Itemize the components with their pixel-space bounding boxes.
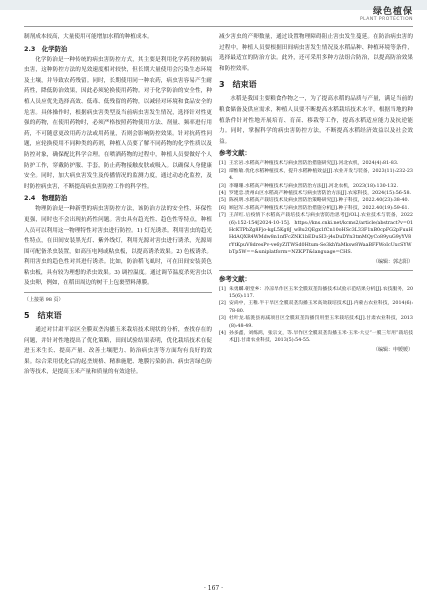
reference-item: [2] 谭惟敏.优化水稻种植技术，提升水稻种植效益[J].农业开发与装备，2023(11):232-234.: [219, 168, 413, 182]
article-divider: [24, 292, 212, 293]
reference-item: [4] 罗建忠.贵州山区水稻高产种植技术与病虫害防治方法[J].农家科技，2024(15):56-58.: [219, 190, 412, 196]
reference-item: [7] 王萍红.后疫情下水稻高产栽培技术与病虫害防治思考[J/OL].农业技术与装备，2022(6):152-154[2024-10-15]. https://kns.cnki.net/kcms2/article/abstract?v=01HcKTPbZg8Fjo-kgL5Kg8J_wBu2QEgx1fCn10oHSc3L33F1nB0cpFG2pFuuHHdAQXR4WMdw8n1nfFcZNK1bEDuSI3-j4sDuDYn3tmMQyCo89yuG9yYV8rYtKpuV8dresPv-ve6yZlTWSd0Htum-Se3khYaMksw8WaaBFFWoIcUxcSYWbTp5W==&uniplatform=NZKPT&language=CHS.: [219, 213, 413, 256]
article-divider-right: [219, 270, 413, 271]
reference-item: [1] 朱勇麟.朝堂乡：冷凉旱作区玉米全膜双垄沟播技术试验示范结果分析[J].农技服务，2015(6):117.: [219, 286, 413, 300]
references-heading-2: 参考文献：: [219, 274, 251, 283]
reference-item: [5] 陈祝明.水稻高产栽培技术及病虫害防治策略研究[J].种子科技，2022.40(23):38-40.: [219, 198, 410, 204]
section-heading-physical: 2.4 物理防治: [24, 194, 68, 203]
reference-item: [3] 李珊珊.水稻高产种植技术与病虫害防治方法[J].河北农机，2023(18):130-132.: [219, 183, 398, 189]
paragraph-chemical-control: 化学防治是一种传统的病虫害防控方式，其主要是利用化学药剂控制病虫害，这种防控方法的见效速度相对较快，但长期大量使用会污染生态环境及土壤，并导致农药残留。同时，长期使用同一种农药，病虫害容易产生耐药性，降低防治效果，因此必须轮换使用药物。对于化学防治的安全性，种植人员应优先选择高效、低毒、低残留的药物，以减轻对环境和食品安全的危害。具体操作时，根据病虫害类型及当前病虫害发生情况，选择针对性更强的药物，在使用药物时，必须严格按照药物使用方法、剂量、频率进行用药，不可随意更改用药方法或用药量，否则会影响防控效果。针对抗药性问题，应轮换使用不同种类的药剂，种植人员要了解不同药物的化学性质以及防控对象，确保配比科学合理。在喷洒药物的过程中，种植人员要做好个人防护工作，穿戴防护服、手套，防止药物接触皮肤或吸入。以确保人身健康安全。同时，加大病虫害发生及传播情况的监测力度，通过动态化监控，及时防控病虫害，不断提高病虫害防控工作的科学性。: [24, 56, 212, 190]
right-column: [219, 32, 413, 355]
reference-item: [3] 杜叶龙.临洮县再减项目区全膜双垄沟播罚用型玉米栽培技术[J].甘肃农业科技，2013(8):48-49.: [219, 316, 413, 329]
reference-list-2: [219, 286, 413, 345]
section-heading-conclusion-rice: 3 结束语: [219, 80, 257, 90]
reference-list: [219, 160, 413, 256]
paragraph-continued: 制剂成本较高，大量使用可能增加水稻的种植成本。: [24, 34, 153, 40]
paragraph-continued-right: 减少害虫的产卵数量，通过设置物理障碍阻止害虫发生蔓延。在防治病虫害的过程中，种植人员要根据田间病虫害发生情况及水稻品种、种植环境等条件，选择最适宜的防治方法。此外，还可采用多种方法组合防治，以提高防治效果和防控效率。: [219, 34, 413, 72]
reference-item: [1] 王宏岩.水稻高产种植技术与病虫害防治措施研究[J].河北农机，2024(4):81-83.: [219, 161, 399, 167]
paragraph-conclusion-corn: 通过对甘肃平凉区全膜双垄沟播玉米栽培技术现状的分析，查找存在的问题，并针对性地提出了优化策略，田间试验结果表明，优化栽培技术在促进玉米生长、提高产量、改善土壤肥力、防治病虫害等方面均有良好的效果。综合采用优化后的起垄规格、精准施肥、地膜污染防治、病虫害绿色防治等技术，是提高玉米产量和质量的有效途径。: [24, 327, 212, 376]
reference-item: [2] 安尚中，王稚.半干旱区全膜双垄沟播玉米高效栽培技术[J].内蒙古农业科技，2014(6):78-80.: [219, 301, 413, 314]
editor-note: （编辑：郭志阳）: [372, 258, 413, 265]
header-rule: [24, 26, 413, 27]
left-column: [24, 32, 212, 378]
column-title: 绿色植保: [372, 7, 413, 17]
section-heading-conclusion-corn: 5 结束语: [24, 311, 62, 321]
paragraph-conclusion-rice: 水稻是我国主要粮食作物之一，为了提高水稻的品质与产量，满足当前的粮食储备及供应需求，种植人员要不断提高水稻栽培技术水平，根据当地的种植条件针对性地开展培育、育苗、移栽等工作，提高水稻适应能力及抗逆能力。同时，掌握科学的病虫害防控方法，不断提高水稻经济效益以及社会效益。: [219, 96, 413, 145]
section-heading-chemical: 2.3 化学防治: [24, 44, 68, 53]
references-heading: 参考文献：: [219, 149, 251, 158]
paragraph-physical-control: 物理防治是一种新型的病虫害防控方法，该防治方法的安全性、环保性更强，同时也不会出现抗药性问题。害虫具有趋光性、趋色性等特点，种植人员可以利用这一物理特性对害虫进行防控。1) 灯光诱杀。利用害虫的趋光性特点，在田间安装黑光灯、紫外线灯，利用光源对害虫进行诱杀，光源周围可配备杀虫装置，如高压电网或粘虫板，以提高诱杀效果。2) 色板诱杀。利用害虫的趋色性对其进行诱杀。比如，防治稻飞虱时，可在田间安装黄色粘虫板，具有较为理想的杀虫效果。3) 调控温度。通过调节温度杀死害虫以及虫卵，例如，在稻田周边的树干上包裹塑料薄膜。: [24, 206, 212, 287]
column-subtitle: PLANT PROTECTION: [359, 17, 413, 22]
continued-note: （上接第 98 页）: [24, 297, 64, 304]
editor-note-2: （编辑：申媛媛）: [372, 346, 413, 353]
journal-header: [360, 4, 413, 22]
reference-item: [4] 孙多鑫，刘练鸿，张宗文，等.旱作区全膜双垄沟播玉米-玉米-大豆“一膜三年用”栽培技术[J].甘肃农业科技，2013(5):54-55.: [219, 331, 413, 344]
reference-item: [6] 顾冠军.水稻高产种植技术与病虫害防治措施分析[J].种子科技，2022.40(19):59-61.: [219, 205, 410, 211]
page-number: · 167 ·: [203, 585, 224, 592]
